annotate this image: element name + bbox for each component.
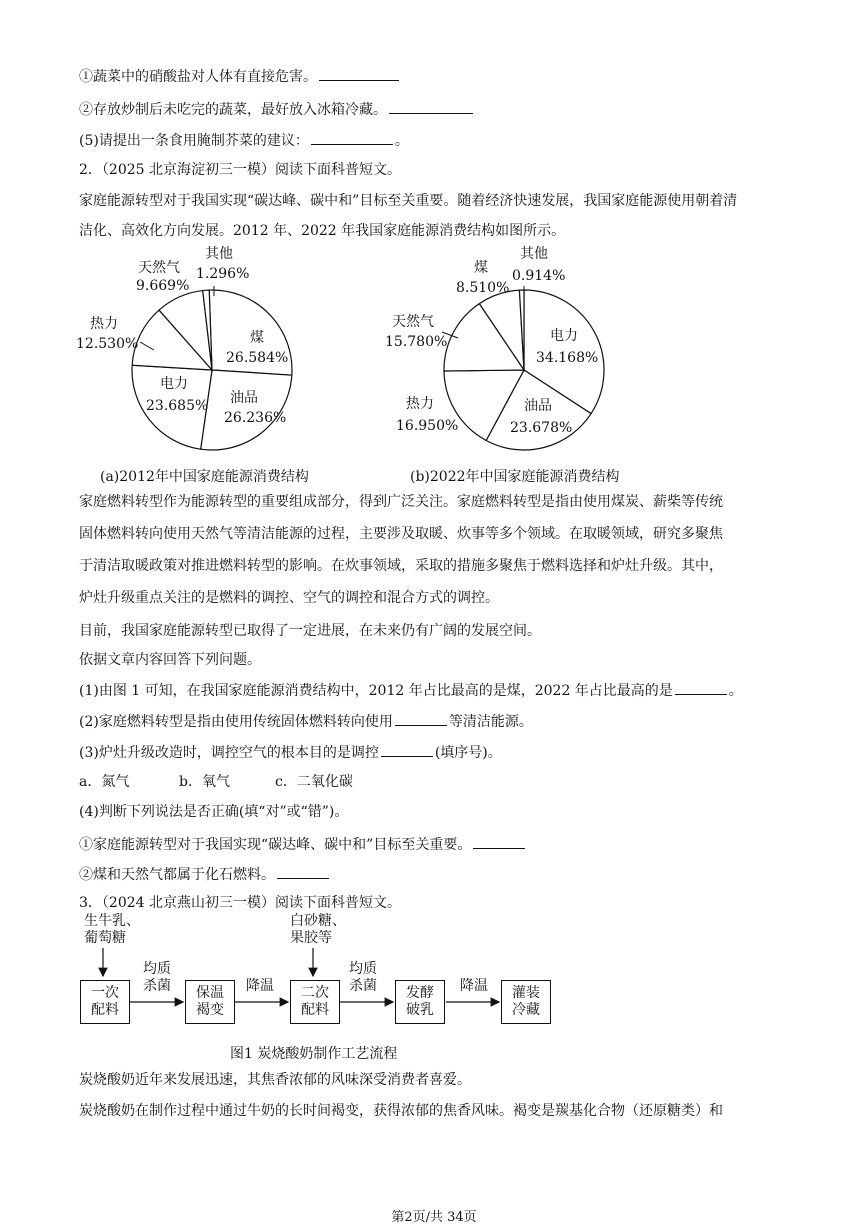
section-2-heading: 2．（2025 北京海淀初三一模）阅读下面科普短文。 [79, 162, 401, 178]
slice-value-label: 9.669% [136, 278, 190, 294]
slice-value-label: 26.236% [224, 410, 287, 426]
slice-name-label: 油品 [230, 390, 258, 406]
section-3-heading: 3．（2024 北京燕山初三一模）阅读下面科普短文。 [79, 895, 401, 911]
statement-4-1: ①家庭能源转型对于我国实现“碳达峰、碳中和”目标至关重要。 [79, 834, 527, 854]
slice-name-label: 热力 [406, 396, 434, 412]
slice-value-label: 26.584% [226, 350, 289, 366]
option-b: b．氧气 [179, 774, 230, 790]
statement-4-2: ②煤和天然气都属于化石燃料。 [79, 864, 331, 884]
input-label-1: 生牛乳、 葡萄糖 [84, 913, 140, 946]
paragraph-line: 依据文章内容回答下列问题。 [79, 652, 261, 668]
step-label: 均质 杀菌 [349, 961, 377, 994]
options-row [79, 773, 353, 791]
slice-value-label: 12.530% [76, 336, 139, 352]
pie-chart-2012 [76, 246, 292, 450]
paragraph-line: 炭烧酸奶近年来发展迅速，其焦香浓郁的风味深受消费者喜爱。 [79, 1072, 471, 1088]
statement-2: ②存放炒制后未吃完的蔬菜，最好放入冰箱冷藏。 [79, 99, 475, 119]
flow-caption: 图1 炭烧酸奶制作工艺流程 [230, 1046, 398, 1062]
paragraph-line: 固体燃料转向使用天然气等清洁能源的过程，主要涉及取暖、炊事等多个领域。在取暖领域，研究多聚焦 [79, 526, 723, 542]
question-3: (3)炉灶升级改造时，调控空气的根本目的是调控 (填序号)。 [79, 742, 502, 762]
answer-blank[interactable] [381, 742, 433, 757]
slice-value-label: 16.950% [396, 418, 459, 434]
answer-blank[interactable] [395, 711, 447, 726]
statement-1: ①蔬菜中的硝酸盐对人体有直接危害。 [79, 66, 401, 86]
chart-a-caption: (a)2012年中国家庭能源消费结构 [100, 469, 309, 485]
paragraph-line: 家庭燃料转型作为能源转型的重要组成部分，得到广泛关注。家庭燃料转型是指由使用煤炭、薪柴等传统 [79, 494, 723, 510]
input-label-2: 白砂糖、 果胶等 [290, 913, 346, 946]
process-box-4: 发酵 破乳 [395, 980, 445, 1024]
slice-name-label: 其他 [205, 246, 233, 262]
slice-name-label: 其他 [520, 246, 548, 262]
option-a: a．氮气 [79, 774, 130, 790]
answer-blank[interactable] [319, 66, 399, 81]
pie-chart-2022 [385, 246, 604, 450]
page-footer: 第2页/共 34页 [391, 1210, 477, 1225]
slice-name-label: 热力 [90, 316, 118, 332]
slice-name-label: 煤 [474, 260, 488, 276]
paragraph-line: 目前，我国家庭能源转型已取得了一定进展，在未来仍有广阔的发展空间。 [79, 623, 541, 639]
question-1: (1)由图 1 可知，在我国家庭能源消费结构中，2012 年占比最高的是煤，2022 年占比最高的是 。 [79, 680, 743, 700]
slice-value-label: 23.678% [510, 420, 573, 436]
answer-blank[interactable] [675, 680, 727, 695]
slice-value-label: 15.780% [385, 334, 448, 350]
answer-blank[interactable] [311, 130, 393, 145]
step-label: 均质 杀菌 [143, 961, 171, 994]
slice-value-label: 0.914% [512, 268, 566, 284]
slice-name-label: 油品 [524, 398, 552, 414]
answer-blank[interactable] [277, 864, 329, 879]
slice-name-label: 电力 [550, 328, 578, 344]
process-box-2: 保温 褐变 [185, 980, 235, 1024]
process-box-1: 一次 配料 [80, 980, 130, 1024]
question-4: (4)判断下列说法是否正确(填“对”或“错”)。 [79, 804, 349, 820]
paragraph-line: 炭烧酸奶在制作过程中通过牛奶的长时间褐变，获得浓郁的焦香风味。褐变是羰基化合物（还原糖类）和 [79, 1103, 723, 1119]
option-c: c．二氧化碳 [275, 774, 353, 790]
process-box-5: 灌装 冷藏 [501, 980, 551, 1024]
paragraph-line: 洁化、高效化方向发展。2012 年、2022 年我国家庭能源消费结构如图所示。 [79, 223, 566, 239]
slice-value-label: 1.296% [196, 266, 250, 282]
slice-value-label: 34.168% [536, 350, 599, 366]
step-label: 降温 [460, 978, 488, 994]
slice-value-label: 8.510% [456, 280, 510, 296]
paragraph-line: 于清洁取暖政策对推进燃料转型的影响。在炊事领域，采取的措施多聚焦于燃料选择和炉灶升级。其中， [79, 558, 723, 574]
slice-value-label: 23.685% [146, 398, 209, 414]
slice-name-label: 天然气 [138, 260, 180, 276]
slice-name-label: 天然气 [392, 314, 434, 330]
paragraph-line: 炉灶升级重点关注的是燃料的调控、空气的调控和混合方式的调控。 [79, 590, 499, 606]
chart-b-caption: (b)2022年中国家庭能源消费结构 [410, 469, 620, 485]
pie-charts [0, 238, 868, 488]
process-box-3: 二次 配料 [290, 980, 340, 1024]
step-label: 降温 [246, 978, 274, 994]
slice-name-label: 电力 [160, 376, 188, 392]
answer-blank[interactable] [389, 99, 473, 114]
slice-name-label: 煤 [250, 330, 264, 346]
question-5: (5)请提出一条食用腌制芥菜的建议： 。 [79, 130, 409, 150]
question-2: (2)家庭燃料转型是指由使用传统固体燃料转向使用 等清洁能源。 [79, 711, 533, 731]
answer-blank[interactable] [473, 834, 525, 849]
paragraph-line: 家庭能源转型对于我国实现“碳达峰、碳中和”目标至关重要。随着经济快速发展，我国家庭能源使用朝着清 [79, 193, 738, 209]
